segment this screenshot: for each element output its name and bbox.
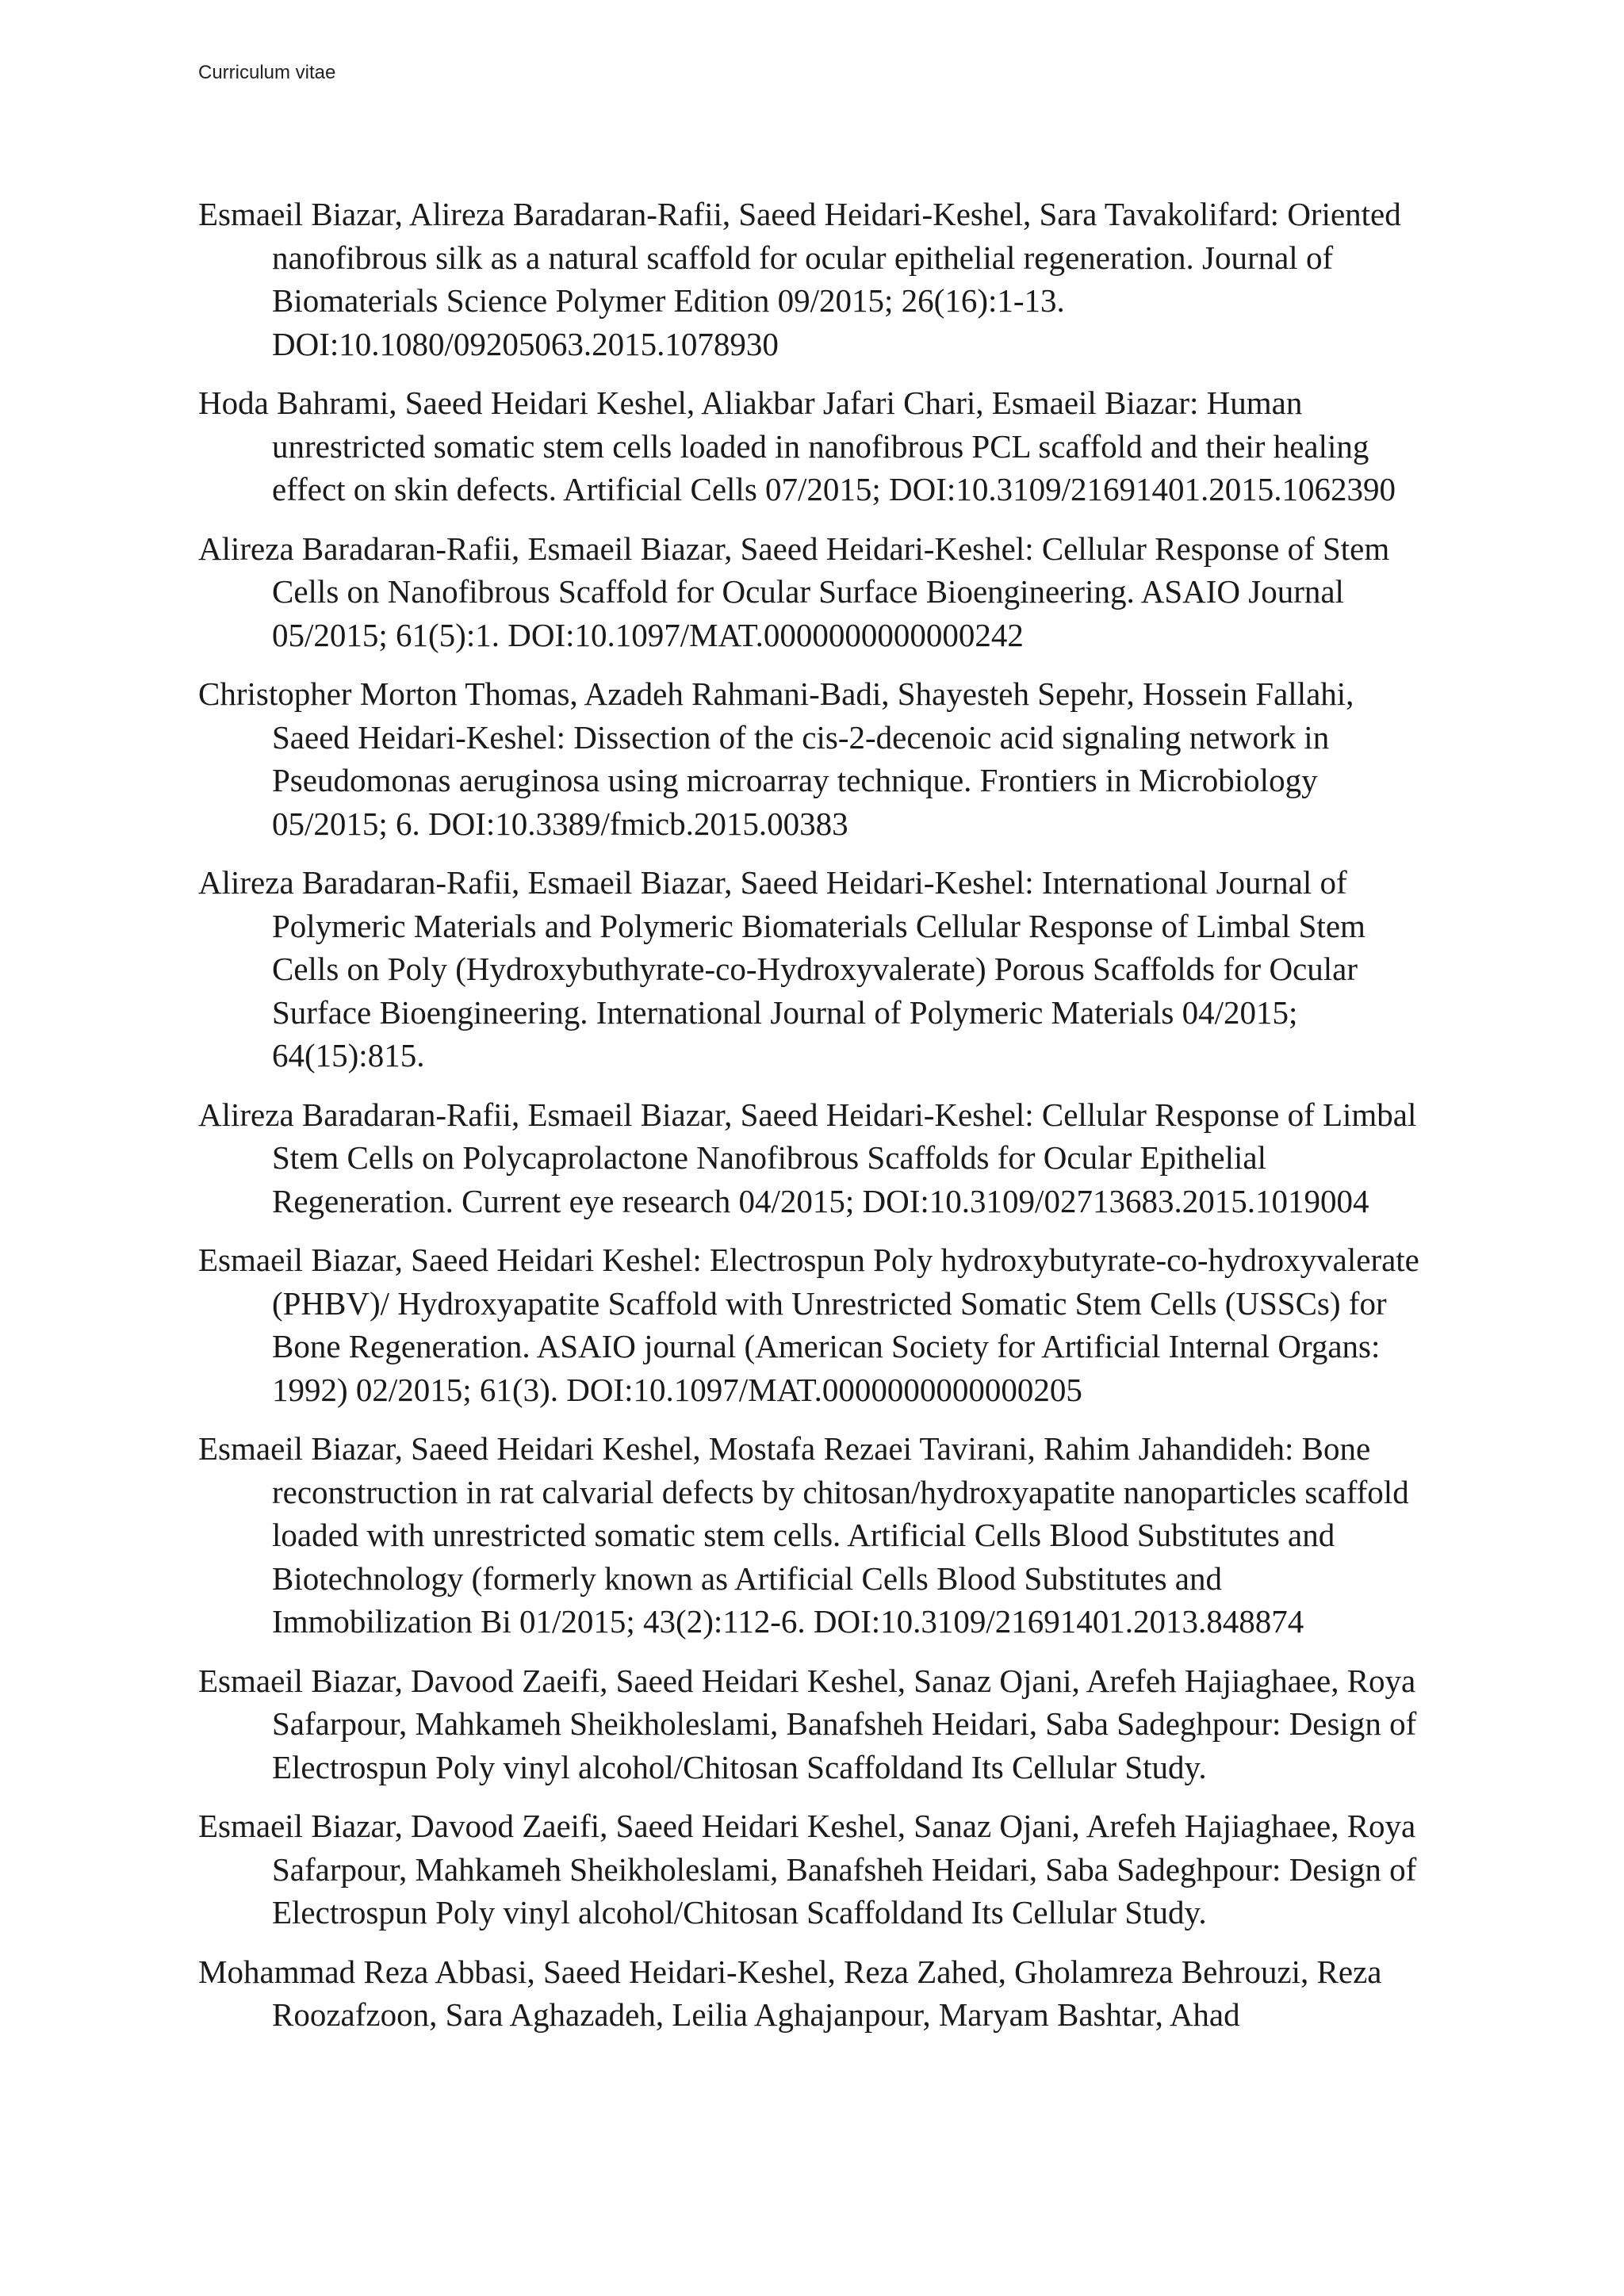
publication-line: Surface Bioengineering. International Journal of Polymeric Materials 04/2015; <box>272 993 1298 1031</box>
publication-line: Esmaeil Biazar, Saeed Heidari Keshel, Mostafa Rezaei Tavirani, Rahim Jahandideh: Bone <box>198 1430 1371 1467</box>
publication-line: Esmaeil Biazar, Saeed Heidari Keshel: Electrospun Poly hydroxybutyrate-co-hydroxyvalerate <box>198 1242 1419 1278</box>
publication-line: Alireza Baradaran-Rafii, Esmaeil Biazar, Saeed Heidari-Keshel: International Journal of <box>198 864 1347 901</box>
publication-line: Esmaeil Biazar, Davood Zaeifi, Saeed Heidari Keshel, Sanaz Ojani, Arefeh Hajiaghaee, Roya <box>198 1662 1416 1699</box>
publication-list <box>198 193 1451 2053</box>
publication-line: Christopher Morton Thomas, Azadeh Rahmani-Badi, Shayesteh Sepehr, Hossein Fallahi, <box>198 675 1354 712</box>
publication-line: (PHBV)/ Hydroxyapatite Scaffold with Unrestricted Somatic Stem Cells (USSCs) for <box>272 1284 1387 1322</box>
publication-line: 1992) 02/2015; 61(3). DOI:10.1097/MAT.0000000000000205 <box>272 1371 1082 1408</box>
publication-entry <box>198 1659 1451 1789</box>
publication-line: unrestricted somatic stem cells loaded in nanofibrous PCL scaffold and their healing <box>272 427 1369 465</box>
publication-entry <box>198 672 1451 845</box>
publication-line: Esmaeil Biazar, Alireza Baradaran-Rafii, Saeed Heidari-Keshel, Sara Tavakolifard: Oriented <box>198 196 1401 232</box>
publication-line: Electrospun Poly vinyl alcohol/Chitosan Scaffoldand Its Cellular Study. <box>272 1748 1207 1785</box>
publication-line: DOI:10.1080/09205063.2015.1078930 <box>272 325 779 362</box>
publication-line: Bone Regeneration. ASAIO journal (American Society for Artificial Internal Organs: <box>272 1328 1381 1364</box>
publication-line: nanofibrous silk as a natural scaffold for ocular epithelial regeneration. Journal of <box>272 239 1334 276</box>
publication-line: Safarpour, Mahkameh Sheikholeslami, Banafsheh Heidari, Saba Sadeghpour: Design of <box>272 1850 1417 1888</box>
running-header: Curriculum vitae <box>198 62 336 83</box>
publication-line: Cells on Poly (Hydroxybuthyrate-co-Hydroxyvalerate) Porous Scaffolds for Ocular <box>272 951 1358 987</box>
publication-entry <box>198 193 1451 365</box>
publication-line: 05/2015; 61(5):1. DOI:10.1097/MAT.0000000000000242 <box>272 616 1024 653</box>
publication-entry <box>198 1238 1451 1411</box>
publication-line: Alireza Baradaran-Rafii, Esmaeil Biazar, Saeed Heidari-Keshel: Cellular Response of Limbal <box>198 1096 1417 1133</box>
publication-line: Hoda Bahrami, Saeed Heidari Keshel, Aliakbar Jafari Chari, Esmaeil Biazar: Human <box>198 385 1303 421</box>
publication-entry <box>198 861 1451 1077</box>
publication-line: effect on skin defects. Artificial Cells 07/2015; DOI:10.3109/21691401.2015.1062390 <box>272 471 1396 507</box>
publication-line: Regeneration. Current eye research 04/2015; DOI:10.3109/02713683.2015.1019004 <box>272 1182 1369 1219</box>
publication-line: Safarpour, Mahkameh Sheikholeslami, Banafsheh Heidari, Saba Sadeghpour: Design of <box>272 1705 1417 1742</box>
publication-line: Stem Cells on Polycaprolactone Nanofibrous Scaffolds for Ocular Epithelial <box>272 1139 1267 1176</box>
publication-line: Biomaterials Science Polymer Edition 09/2015; 26(16):1-13. <box>272 282 1065 319</box>
publication-line: reconstruction in rat calvarial defects by chitosan/hydroxyapatite nanoparticles scaffold <box>272 1473 1409 1510</box>
publication-line: Cells on Nanofibrous Scaffold for Ocular Surface Bioengineering. ASAIO Journal <box>272 573 1344 610</box>
publication-entry <box>198 1093 1451 1223</box>
publication-entry <box>198 527 1451 657</box>
publication-line: Polymeric Materials and Polymeric Biomaterials Cellular Response of Limbal Stem <box>272 907 1365 944</box>
publication-line: Alireza Baradaran-Rafii, Esmaeil Biazar, Saeed Heidari-Keshel: Cellular Response of Stem <box>198 530 1390 567</box>
publication-entry <box>198 381 1451 511</box>
publication-line: Immobilization Bi 01/2015; 43(2):112-6. DOI:10.3109/21691401.2013.848874 <box>272 1603 1304 1640</box>
publication-line: 05/2015; 6. DOI:10.3389/fmicb.2015.00383 <box>272 805 848 842</box>
publication-entry <box>198 1804 1451 1934</box>
publication-entry <box>198 1427 1451 1644</box>
publication-line: Roozafzoon, Sara Aghazadeh, Leilia Aghajanpour, Maryam Bashtar, Ahad <box>272 1996 1240 2033</box>
publication-line: Saeed Heidari-Keshel: Dissection of the cis-2-decenoic acid signaling network in <box>272 718 1330 756</box>
publication-line: Pseudomonas aeruginosa using microarray technique. Frontiers in Microbiology <box>272 762 1318 798</box>
publication-line: Biotechnology (formerly known as Artificial Cells Blood Substitutes and <box>272 1559 1222 1597</box>
publication-line: 64(15):815. <box>272 1037 425 1073</box>
publication-line: Electrospun Poly vinyl alcohol/Chitosan Scaffoldand Its Cellular Study. <box>272 1894 1207 1931</box>
publication-line: Esmaeil Biazar, Davood Zaeifi, Saeed Heidari Keshel, Sanaz Ojani, Arefeh Hajiaghaee, Roya <box>198 1808 1416 1844</box>
publication-line: Mohammad Reza Abbasi, Saeed Heidari-Keshel, Reza Zahed, Gholamreza Behrouzi, Reza <box>198 1953 1382 1990</box>
publication-line: loaded with unrestricted somatic stem cells. Artificial Cells Blood Substitutes and <box>272 1517 1335 1553</box>
publication-entry <box>198 1950 1451 2037</box>
